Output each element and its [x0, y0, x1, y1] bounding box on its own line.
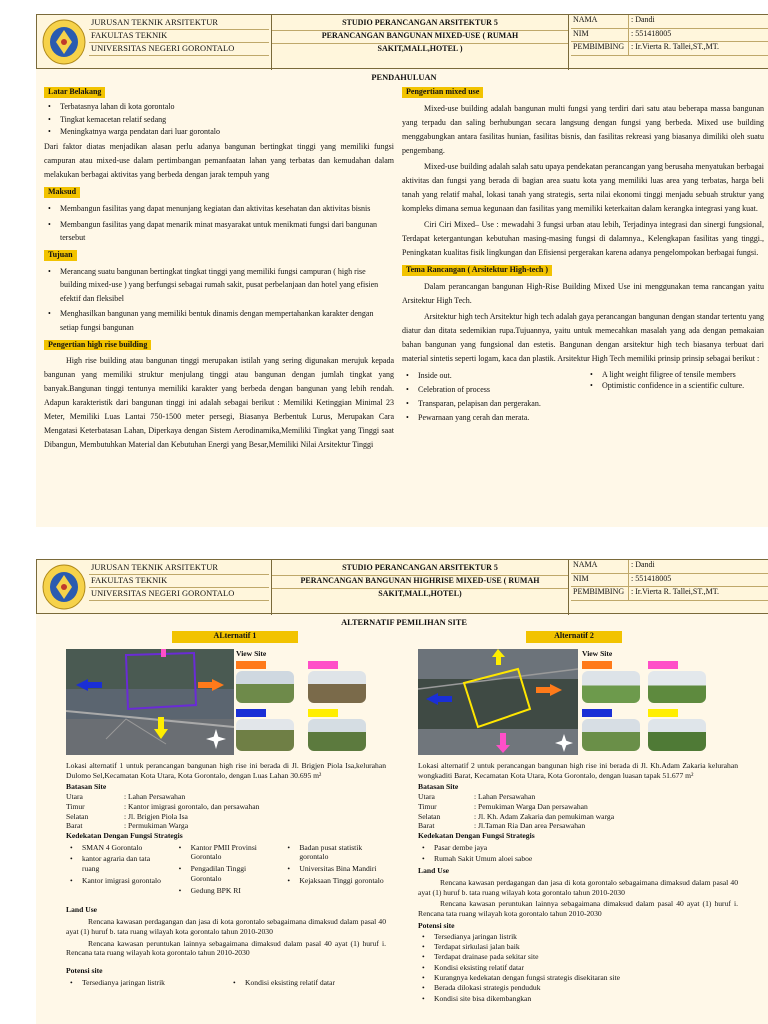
right-column [402, 84, 764, 426]
kedekatan-col [175, 841, 278, 898]
landuse-paragraph-1: Rencana kawasan perdagangan dan jasa di kota gorontalo sebagaimana dimaksud dalam pasal 40 ayat (1) huruf b. tata ruang wilayah kota gorontalo tahun 2010-2030 [66, 917, 386, 936]
tujuan-list [44, 265, 394, 335]
studio-name: STUDIO PERANCANGAN ARSITEKTUR 5 [272, 563, 568, 576]
tema-paragraph-2: Arsitektur high tech Arsitektur high tech adalah gaya perancangan bangunan dengan standar tertentu yang diatur dan ditata sedemikian rupa.Tujuannya, yaitu untuk memecahkan masalah yang ada dengan pemakaian bahan bangunan yang fungsional dan estetis. Bangunan dengan arsitektur high tech biasanya terbuat dari material sintetis seperti logam, kaca dan plastik. Arsitektur High Tech memiliki prinsip prinsip sebagai berikut : [402, 311, 764, 363]
list-item: • A light weight filigree of tensile members [586, 370, 764, 380]
university-name: UNIVERSITAS NEGERI GORONTALO [89, 588, 269, 601]
prinsip-list [402, 368, 764, 426]
landuse-heading: Land Use [66, 905, 98, 915]
section-title: PENDAHULUAN [371, 73, 437, 82]
studio-title-block [271, 560, 569, 615]
maksud-list [44, 202, 394, 245]
list-item: • Gedung BPK RI [175, 886, 278, 896]
view-photo [308, 671, 366, 703]
university-logo-icon [41, 563, 87, 611]
meta-value: : Ir.Vierta R. Tallei,ST.,MT. [631, 42, 720, 51]
batasan-value: : Jl. Brigjen Piola Isa [124, 811, 188, 821]
potensi-grid [66, 976, 386, 990]
batasan-value: : Jl.Taman Ria Dan area Persawahan [474, 821, 586, 831]
list-item: • Tersedianya jaringan listrik [418, 933, 738, 941]
meta-value: : 551418005 [631, 573, 672, 583]
prinsip-right [586, 368, 764, 426]
landuse-paragraph-1: Rencana kawasan perdagangan dan jasa di kota gorontalo sebagaimana dimaksud dalam pasal 40 ayat (1) huruf b. tata ruang wilayah kota gorontalo tahun 2010-2030 [418, 877, 738, 897]
list-item: • SMAN 4 Gorontalo [66, 843, 169, 853]
list-item: • Merancang suatu bangunan bertingkat tingkat tinggi yang memiliki fungsi campuran ( high rise building mixed-use ) yang berfungsi sebagai rumah sakit, pusat perbelanjaan dan hotel yang efisien efektif dan fleksibel [44, 265, 394, 306]
view-photo [236, 719, 294, 751]
list-item: • Membangun fasilitas yang dapat menunjang kegiatan dan aktivitas kesehatan dan aktivitas bisnis [44, 202, 394, 216]
faculty-name: FAKULTAS TEKNIK [89, 575, 269, 588]
view-photo [582, 719, 640, 751]
list-item: • Optimistic confidence in a scientific culture. [586, 381, 764, 391]
sheet-pendahuluan [36, 14, 768, 527]
potensi-list [418, 933, 738, 1003]
institution-block [89, 17, 269, 56]
meta-value: : Dandi [631, 560, 655, 569]
table-row [418, 792, 618, 802]
university-name: UNIVERSITAS NEGERI GORONTALO [89, 43, 269, 56]
kedekatan-heading: Kedekatan Dengan Fungsi Strategis [418, 831, 535, 841]
batasan-value: : Lahan Persawahan [474, 792, 536, 802]
list-item: • Membangun fasilitas yang dapat menarik minat masyarakat untuk menikmati fungsi dari bangunan tersebut [44, 218, 394, 245]
list-item: • Transparan, pelapisan dan pergerakan. [402, 398, 580, 410]
department-name: JURUSAN TEKNIK ARSITEKTUR [89, 17, 269, 30]
meta-key: NIM [571, 29, 629, 42]
alt1-aerial-map [66, 649, 234, 755]
list-item: • Kurangnya kedekatan dengan fungsi strategis disekitaran site [418, 974, 738, 982]
alt1-details [66, 759, 386, 989]
view-swatch [236, 661, 266, 669]
batasan-table [66, 792, 263, 831]
alt2-details [418, 759, 738, 1005]
meta-key: NAMA [571, 560, 629, 573]
hrb-heading: Pengertian high rise building [44, 340, 151, 351]
view-swatch [582, 709, 612, 717]
project-title-line1: PERANCANGAN BANGUNAN MIXED-USE ( RUMAH [272, 31, 568, 44]
view-photo [236, 671, 294, 703]
project-title-line1: PERANCANGAN BANGUNAN HIGHRISE MIXED-USE ( RUMAH [272, 576, 568, 589]
alt1-description: Lokasi alternatif 1 untuk perancangan bangunan high rise ini berada di Jl. Brigjen Piola Isa,kelurahan Dulomo Sel,Kecamatan Kota Utara, Kota Gorontalo, dengan Luas Lahan 30.695 m² [66, 761, 386, 780]
table-row [418, 812, 618, 822]
table-row [66, 802, 263, 812]
alt2-view-label: View Site [582, 649, 613, 658]
maksud-heading: Maksud [44, 187, 80, 198]
list-item: • Kejaksaan Tinggi gorontalo [283, 876, 386, 886]
meta-key: PEMBIMBING [571, 587, 629, 600]
batasan-key: Utara [418, 792, 435, 802]
list-item: • Pengadilan Tinggi Gorontalo [175, 864, 278, 883]
project-title-line2: SAKIT,MALL,HOTEL ) [377, 44, 463, 53]
view-swatch [308, 709, 338, 717]
university-logo-icon [41, 18, 87, 66]
landuse-paragraph-2: Rencana kawasan peruntukan lainnya sebagaimana dimaksud dalam pasal 40 ayat (1) huruf i. Rencana tata ruang wilayah kota gorontalo tahun 2010-2030 [66, 938, 386, 958]
left-column [44, 84, 394, 454]
list-item: • Terbatasnya lahan di kota gorontalo [44, 102, 394, 113]
view-photo [308, 719, 366, 751]
kedekatan-col [66, 841, 169, 898]
batasan-heading: Batasan Site [66, 782, 107, 792]
list-item: • Universitas Bina Mandiri [283, 864, 386, 874]
kedekatan-grid [66, 841, 386, 898]
batasan-key: Timur [66, 801, 85, 811]
prinsip-left [402, 368, 580, 426]
list-item: • Tersedianya jaringan listrik [66, 978, 223, 988]
potensi-col [66, 976, 223, 990]
batasan-heading: Batasan Site [418, 782, 459, 792]
student-meta [571, 15, 768, 56]
list-item: • Kondisi eksisting relatif datar [418, 964, 738, 972]
mixed-paragraph-1: Mixed-use building adalah bangunan multi fungsi yang terdiri dari satu atau beberapa massa bangunan yang terpadu dan saling berhubungan secara langsung dengan fungsi yang berbeda. Mixed use building menggabungkan antara fasilitas hunian, fasilitas bisnis, dan fasilitas rekreasi yang biasanya dimiliki oleh suatu pengembang. [402, 103, 764, 155]
potensi-heading: Potensi site [418, 920, 455, 930]
table-row [66, 792, 263, 802]
batasan-table [418, 792, 618, 831]
section-title: ALTERNATIF PEMILIHAN SITE [341, 618, 467, 627]
meta-value: : Ir.Vierta R. Tallei,ST.,MT. [631, 587, 720, 596]
table-row [418, 802, 618, 812]
batasan-value: : Lahan Persawahan [124, 792, 186, 802]
view-swatch [308, 661, 338, 669]
list-item: • Badan pusat statistik gorontalo [283, 843, 386, 862]
list-item: • Menghasilkan bangunan yang memiliki bentuk dinamis dengan mempertahankan karakter dengan setiap fungsi bangunan [44, 307, 394, 334]
list-item: • Terdapat sirkulasi jalan baik [418, 943, 738, 951]
meta-key: NIM [571, 574, 629, 587]
list-item: • Celebration of process [402, 384, 580, 396]
view-swatch [648, 709, 678, 717]
list-item: • Kondisi eksisting relatif datar [229, 978, 386, 988]
batasan-value: : Permukiman Warga [124, 821, 189, 831]
latar-heading: Latar Belakang [44, 87, 105, 98]
table-row [66, 812, 263, 822]
tujuan-heading: Tujuan [44, 250, 77, 261]
landuse-heading: Land Use [418, 866, 450, 876]
meta-key: NAMA [571, 15, 629, 28]
batasan-key: Selatan [66, 811, 89, 821]
alt2-aerial-map [418, 649, 578, 755]
batasan-key: Selatan [418, 811, 441, 821]
kedekatan-list [418, 843, 738, 864]
list-item: • Tingkat kemacetan relatif sedang [44, 115, 394, 126]
department-name: JURUSAN TEKNIK ARSITEKTUR [89, 562, 269, 575]
view-swatch [236, 709, 266, 717]
latar-paragraph: Dari faktor diatas menjadikan alasan perlu adanya bangunan bertingkat tinggi yang memiliki fungsi campuran atau mixed-use dalam pertimbangan pemanfaatan lahan yang terbatas dan kemudahan dalam melakukan berbagai aktivitas yang berbeda dengan jarak tempuh yang [44, 142, 394, 180]
view-swatch [582, 661, 612, 669]
project-title-line2: SAKIT,MALL,HOTEL) [378, 589, 462, 598]
alt2-heading: Alternatif 2 [526, 631, 622, 643]
view-photo [648, 671, 706, 703]
meta-value: : 551418005 [631, 28, 672, 38]
alt1-view-label: View Site [236, 649, 267, 658]
list-item: • Kantor PMII Provinsi Gorontalo [175, 843, 278, 862]
sheet-alternatif-site [36, 559, 768, 1024]
landuse-paragraph-2: Rencana kawasan peruntukan lainnya sebagaimana dimaksud dalam pasal 40 ayat (1) huruf i. Rencana tata ruang wilayah kota gorontalo tahun 2010-2030 [418, 899, 738, 919]
list-item: • Berada dilokasi strategis penduduk [418, 984, 738, 992]
batasan-key: Barat [66, 821, 83, 831]
potensi-col [229, 976, 386, 990]
sheet-header [36, 559, 768, 614]
student-meta [571, 560, 768, 601]
meta-value: : Dandi [631, 15, 655, 24]
tema-paragraph-1: Dalam perancangan bangunan High-Rise Building Mixed Use ini menggunakan tema rancangan yaitu Arsitektur High Tech. [402, 281, 764, 305]
batasan-key: Utara [66, 792, 83, 802]
faculty-name: FAKULTAS TEKNIK [89, 30, 269, 43]
kedekatan-col [283, 841, 386, 898]
batasan-key: Timur [418, 801, 437, 811]
batasan-value: : Pemukiman Warga Dan persawahan [474, 801, 588, 811]
list-item: • Pasar dembe jaya [418, 843, 738, 853]
view-photo [648, 719, 706, 751]
batasan-key: Barat [418, 821, 435, 831]
list-item: • Inside out. [402, 370, 580, 382]
studio-title-block [271, 15, 569, 70]
kedekatan-heading: Kedekatan Dengan Fungsi Strategis [66, 831, 183, 841]
tema-heading: Tema Rancangan ( Arsitektur High-tech ) [402, 265, 552, 276]
list-item: • Meningkatnya warga pendatan dari luar gorontalo [44, 127, 394, 138]
studio-name: STUDIO PERANCANGAN ARSITEKTUR 5 [272, 18, 568, 31]
view-photo [582, 671, 640, 703]
meta-key: PEMBIMBING [571, 42, 629, 55]
alt1-heading: ALternatif 1 [172, 631, 298, 643]
sheet-header [36, 14, 768, 69]
list-item: • kantor agraria dan tata ruang [66, 854, 169, 873]
mixed-paragraph-2: Mixed-use building adalah salah satu upaya pendekatan perancangan yang berusaha menyatukan berbagai aktivitas dan fungsi yang berada di bagian area suatu kota yang memiliki luas area yang terbatas, harga beli tanah yang relatif mahal, lokasi tanah yang strategis, serta nilai ekonomi tinggi menjadu sebuah struktur yang kompleks dimana semua kegunaan dan fasilitas yang memiliki keterkaitan dalam kerangka integrasi yang kuat. [402, 161, 764, 213]
table-row [418, 821, 618, 831]
list-item: • Pewarnaan yang cerah dan merata. [402, 412, 580, 424]
batasan-value: : Jl. Kh. Adam Zakaria dan pemukiman warga [474, 811, 615, 821]
mixed-heading: Pengertian mixed use [402, 87, 483, 98]
list-item: • Rumah Sakit Umum aloei saboe [418, 854, 738, 864]
mixed-paragraph-3: Ciri Ciri Mixed– Use : mewadahi 3 fungsi urban atau lebih, Terjadinya integrasi dan sinergi fungsional, Terdapat ketergantungan kebutuhan masing-masing fungsi di dalamnya., Kelengkapan fasilitas yang tinggi., Peningkatan kualitas fisik lingkungan dan Efisiensi pergerakan karena adanya pengelompokan berbagai fungsi. [402, 219, 764, 257]
hrb-paragraph: High rise building atau bangunan tinggi merupakan istilah yang sering digunakan merujuk kepada bangunan yang memiliki struktur menjulang tinggi atau bangunan dengan jumlah tingkat yang banyak.Bangunan tinggi tentunya memiliki karakter yang berbeda dengan bangunan yang lebih rendah. Adapun karakteristik dari bangunan tinggi ini adalah sebagai berikut : Memiliki Ketinggian Minimal 23 Meter, Memiliki Luas Lantai 750-1500 meter persegi, Biasanya Berbentuk Lurus, Merupakan Cara Mengatasi Keterbatasan Lahan, Diperkaya dengan Sistem Aerodinamika,Memiliki Tingkat yang Tinggi saat Dibangun, Membutuhkan Material dan Kebutuhan Energi yang Besar,Memiliki Nilai Arsitektur Tinggi [44, 356, 394, 450]
arrow-up-icon [161, 649, 166, 657]
list-item: • Terdapat drainase pada sekitar site [418, 953, 738, 961]
alt2-description: Lokasi alternatif 2 untuk perancangan bangunan high rise ini berada di Jl. Kh.Adam Zakaria kelurahan wongkaditi Barat, Kecamatan Kota Utara, Kota Gorontalo, dengan luasan tapak 51.677 m² [418, 761, 738, 780]
table-row [66, 821, 263, 831]
institution-block [89, 562, 269, 601]
list-item: • Kondisi site bisa dikembangkan [418, 995, 738, 1003]
view-swatch [648, 661, 678, 669]
list-item: • Kantor imigrasi gorontalo [66, 876, 169, 886]
batasan-value: : Kantor imigrasi gorontalo, dan persawahan [124, 801, 260, 811]
potensi-heading: Potensi site [66, 965, 103, 975]
latar-list [44, 102, 394, 138]
